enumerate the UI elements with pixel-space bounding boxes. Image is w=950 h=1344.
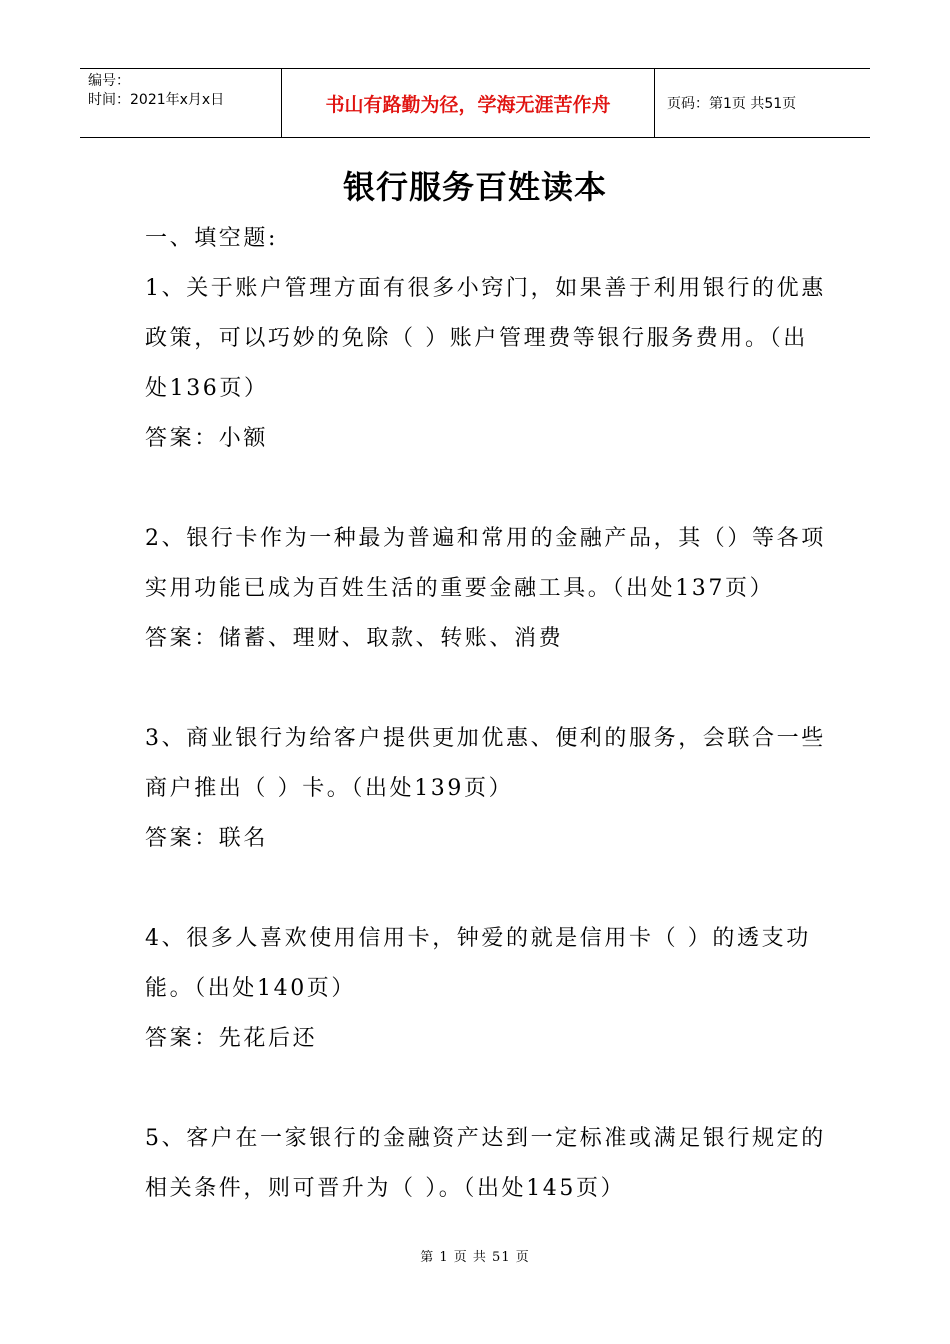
question-line: 相关条件，则可晋升为（ ）。（出处145页）: [145, 1176, 626, 1201]
document-title: 银行服务百姓读本: [342, 168, 607, 206]
blank-line: [145, 1064, 810, 1114]
question-4: [145, 914, 810, 1064]
question-line: 处136页）: [145, 376, 269, 401]
header-motto: 书山有路勤为径，学海无涯苦作舟: [282, 69, 655, 137]
answer-line: 答案：储蓄、理财、取款、转账、消费: [145, 626, 564, 651]
page-footer: 第 1 页 共 51 页: [420, 1250, 530, 1265]
question-line: 5、客户在一家银行的金融资产达到一定标准或满足银行规定的: [145, 1126, 826, 1151]
answer-line: 答案：联名: [145, 826, 269, 851]
section-heading: 一、填空题:: [145, 226, 279, 251]
header-number-label: 编号：: [88, 73, 130, 89]
document-header: [80, 68, 870, 138]
question-line: 能。（出处140页）: [145, 976, 356, 1001]
question-line: 实用功能已成为百姓生活的重要金融工具。（出处137页）: [145, 576, 775, 601]
document-body: [145, 214, 826, 1214]
question-line: 商户推出（ ）卡。（出处139页）: [145, 776, 514, 801]
question-3: [145, 714, 826, 864]
header-page-info: 页码：第1页 共51页: [667, 96, 797, 112]
answer-line: 答案：先花后还: [145, 1026, 318, 1051]
question-line: 3、商业银行为给客户提供更加优惠、便利的服务，会联合一些: [145, 726, 826, 751]
header-date-label: 时间：2021年x月x日: [88, 92, 225, 108]
question-line: 2、银行卡作为一种最为普遍和常用的金融产品，其（）等各项: [145, 526, 826, 551]
question-2: [145, 514, 826, 664]
answer-line: 答案：小额: [145, 426, 269, 451]
question-1: [145, 264, 826, 464]
blank-line: [145, 664, 810, 714]
header-meta-cell: [80, 69, 282, 137]
blank-line: [145, 864, 810, 914]
question-line: 政策，可以巧妙的免除（ ）账户管理费等银行服务费用。（出: [145, 326, 808, 351]
question-line: 4、很多人喜欢使用信用卡，钟爱的就是信用卡（ ）的透支功: [145, 926, 811, 951]
question-5: [145, 1114, 826, 1214]
question-line: 1、关于账户管理方面有很多小窍门，如果善于利用银行的优惠: [145, 276, 826, 301]
blank-line: [145, 464, 810, 514]
